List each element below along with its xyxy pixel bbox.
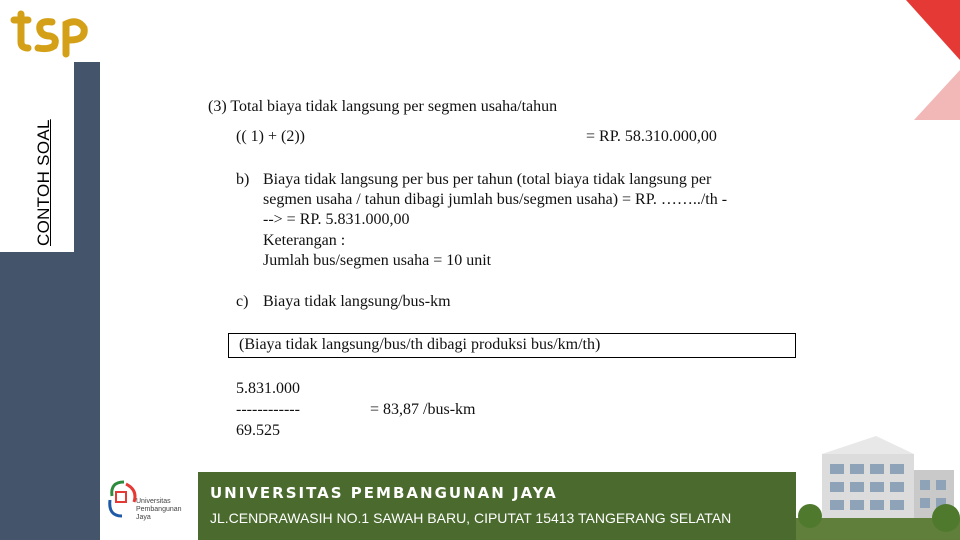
formula-left: (( 1) + (2)) xyxy=(236,128,305,145)
formula-box xyxy=(228,333,796,358)
item-c-label: c) xyxy=(236,293,249,310)
numerator: 5.831.000 xyxy=(236,380,300,397)
formula-total: = RP. 58.310.000,00 xyxy=(586,128,717,145)
item-c-title: Biaya tidak langsung/bus-km xyxy=(263,293,451,310)
university-logo-caption: Universitas Pembangunan Jaya xyxy=(136,498,182,521)
university-address: JL.CENDRAWASIH NO.1 SAWAH BARU, CIPUTAT 15413 TANGERANG SELATAN xyxy=(210,510,732,526)
result-value: = 83,87 /bus-km xyxy=(370,401,476,418)
item-b-note-label: Keterangan : xyxy=(263,232,346,249)
section-3-title: (3) Total biaya tidak langsung per segmen usaha/tahun xyxy=(208,98,558,115)
item-b-label: b) xyxy=(236,171,250,188)
fraction-divider: ------------ xyxy=(236,401,300,418)
university-logo xyxy=(104,472,200,536)
item-b-line2: segmen usaha / tahun dibagi jumlah bus/segmen usaha) = RP. ……../th - xyxy=(263,191,728,208)
item-b-line1: Biaya tidak langsung per bus per tahun (total biaya tidak langsung per xyxy=(263,171,712,188)
denominator: 69.525 xyxy=(236,422,280,439)
item-b-line3: --> = RP. 5.831.000,00 xyxy=(263,211,410,228)
item-b-note: Jumlah bus/segmen usaha = 10 unit xyxy=(263,252,492,269)
campus-building-image xyxy=(796,430,960,540)
sidebar-title: CONTOH SOAL xyxy=(34,119,53,246)
university-name: UNIVERSITAS PEMBANGUNAN JAYA xyxy=(210,484,558,502)
footer-banner xyxy=(198,472,796,540)
university-logo-icon xyxy=(106,476,140,526)
formula-box-text: (Biaya tidak langsung/bus/th dibagi produksi bus/km/th) xyxy=(239,336,601,353)
